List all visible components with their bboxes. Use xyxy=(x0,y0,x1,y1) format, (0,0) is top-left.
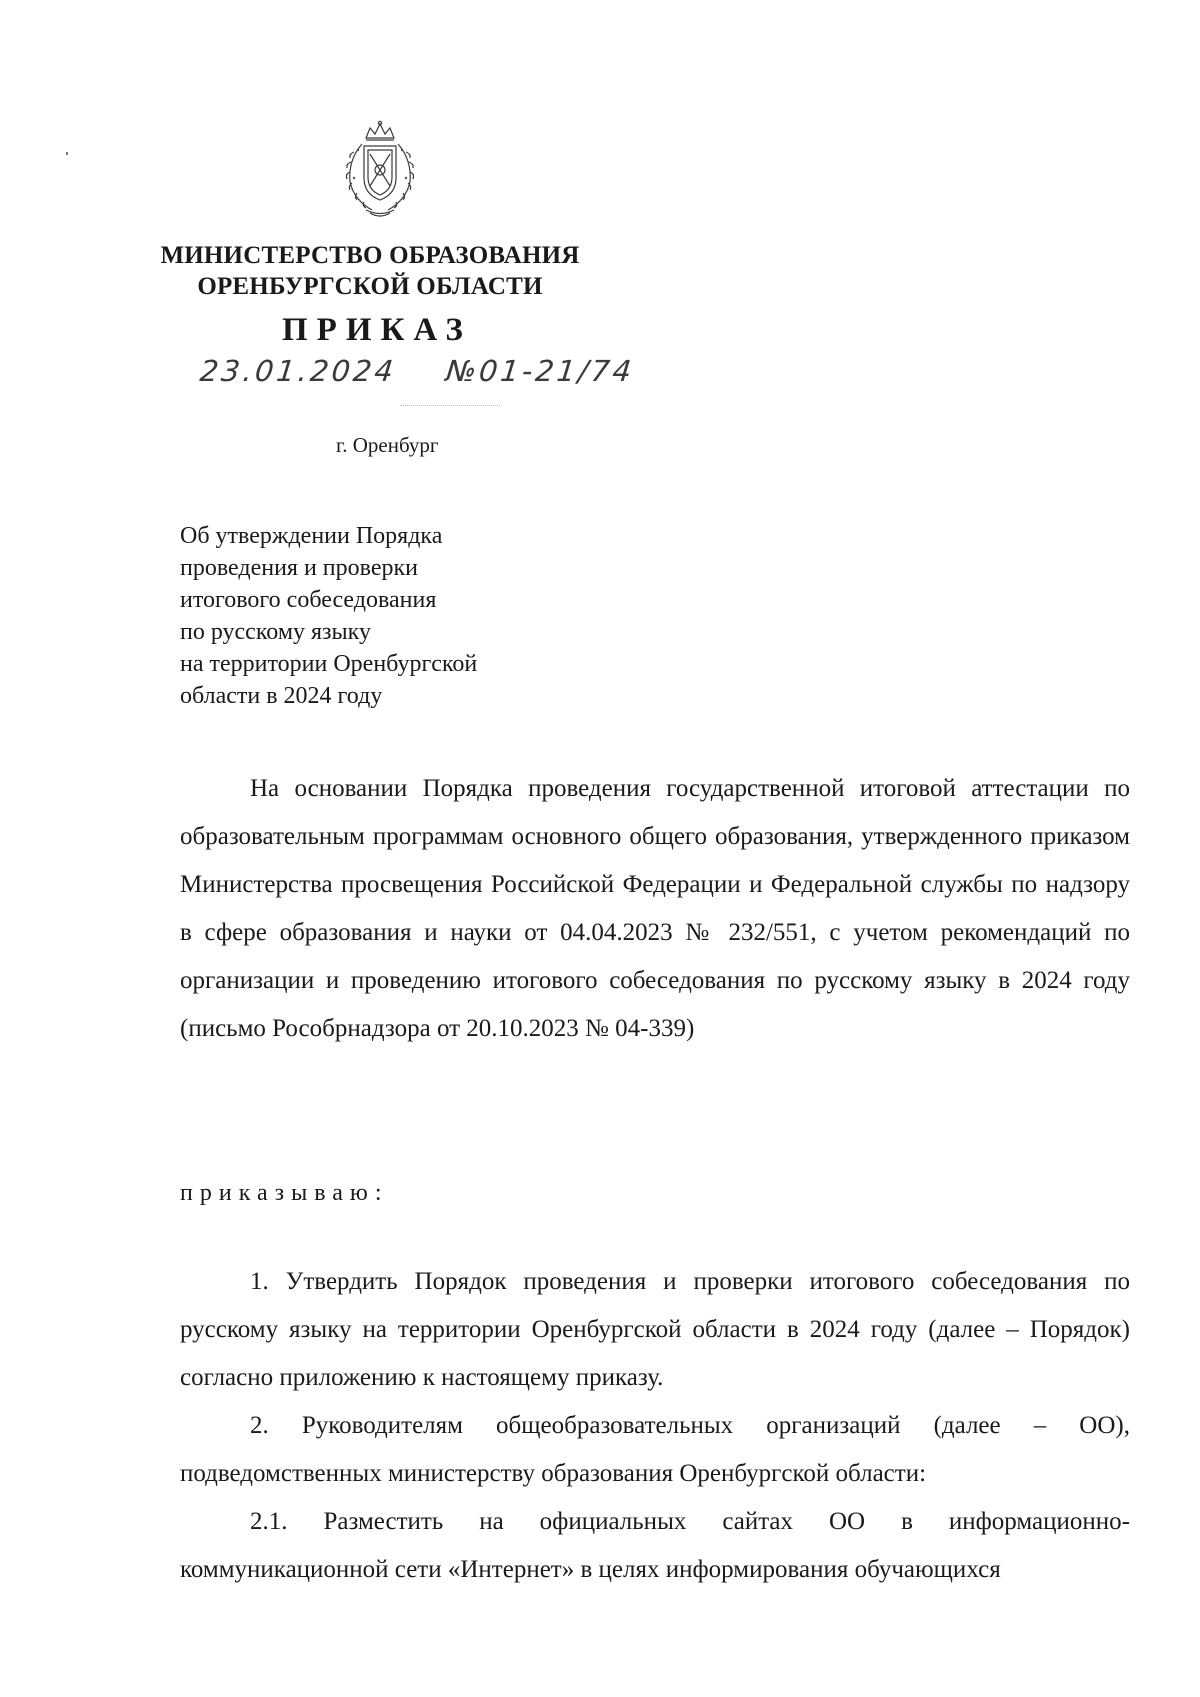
order-item-2: 2. Руководителям общеобразовательных организаций (далее – ОО), подведомственных министерству образования Оренбургской области: xyxy=(180,1412,1130,1487)
handwritten-date: 23.01.2024 xyxy=(198,354,398,388)
ministry-name-line-2: ОРЕНБУРГСКОЙ ОБЛАСТИ xyxy=(197,273,543,300)
subject-line: области в 2024 году xyxy=(180,683,383,709)
faint-underline xyxy=(400,405,500,407)
handwritten-number: №01-21/74 xyxy=(444,354,636,388)
subject-line: на территории Оренбургской xyxy=(180,651,478,677)
order-item-2-1: 2.1. Разместить на официальных сайтах ОО в информационно-коммуникационной сети «Интернет» в целях информирования обучающихся xyxy=(180,1508,1130,1583)
order-verb: приказываю: xyxy=(180,1180,389,1206)
subject-line: Об утверждении Порядка xyxy=(180,523,443,549)
order-item-1: 1. Утвердить Порядок проведения и проверки итогового собеседования по русскому языку на территории Оренбургской области в 2024 году (далее – Порядок) согласно приложению к настоящему приказу. xyxy=(180,1268,1130,1391)
order-items xyxy=(180,1258,1130,1594)
subject-line: по русскому языку xyxy=(180,619,371,645)
orenburg-coat-of-arms-icon xyxy=(336,120,424,220)
scan-speck xyxy=(66,152,68,155)
basis-paragraph: На основании Порядка проведения государственной итоговой аттестации по образовательным программам основного общего образования, утвержденного приказом Министерства просвещения Российской Федерации и Федеральной службы по надзору в сфере образования и науки от 04.04.2023 № 232/551, с учетом рекомендаций по организации и проведению итогового собеседования по русскому языку в 2024 году (письмо Рособрнадзора от 20.10.2023 № 04-339) xyxy=(180,775,1130,1042)
ministry-header xyxy=(150,240,590,302)
city-name: г. Оренбург xyxy=(336,433,439,457)
subject-line: проведения и проверки xyxy=(180,555,418,581)
ministry-name-line-1: МИНИСТЕРСТВО ОБРАЗОВАНИЯ xyxy=(160,242,580,269)
order-title: ПРИКАЗ xyxy=(282,312,472,348)
order-subject xyxy=(180,520,477,712)
subject-line: итогового собеседования xyxy=(180,587,437,613)
